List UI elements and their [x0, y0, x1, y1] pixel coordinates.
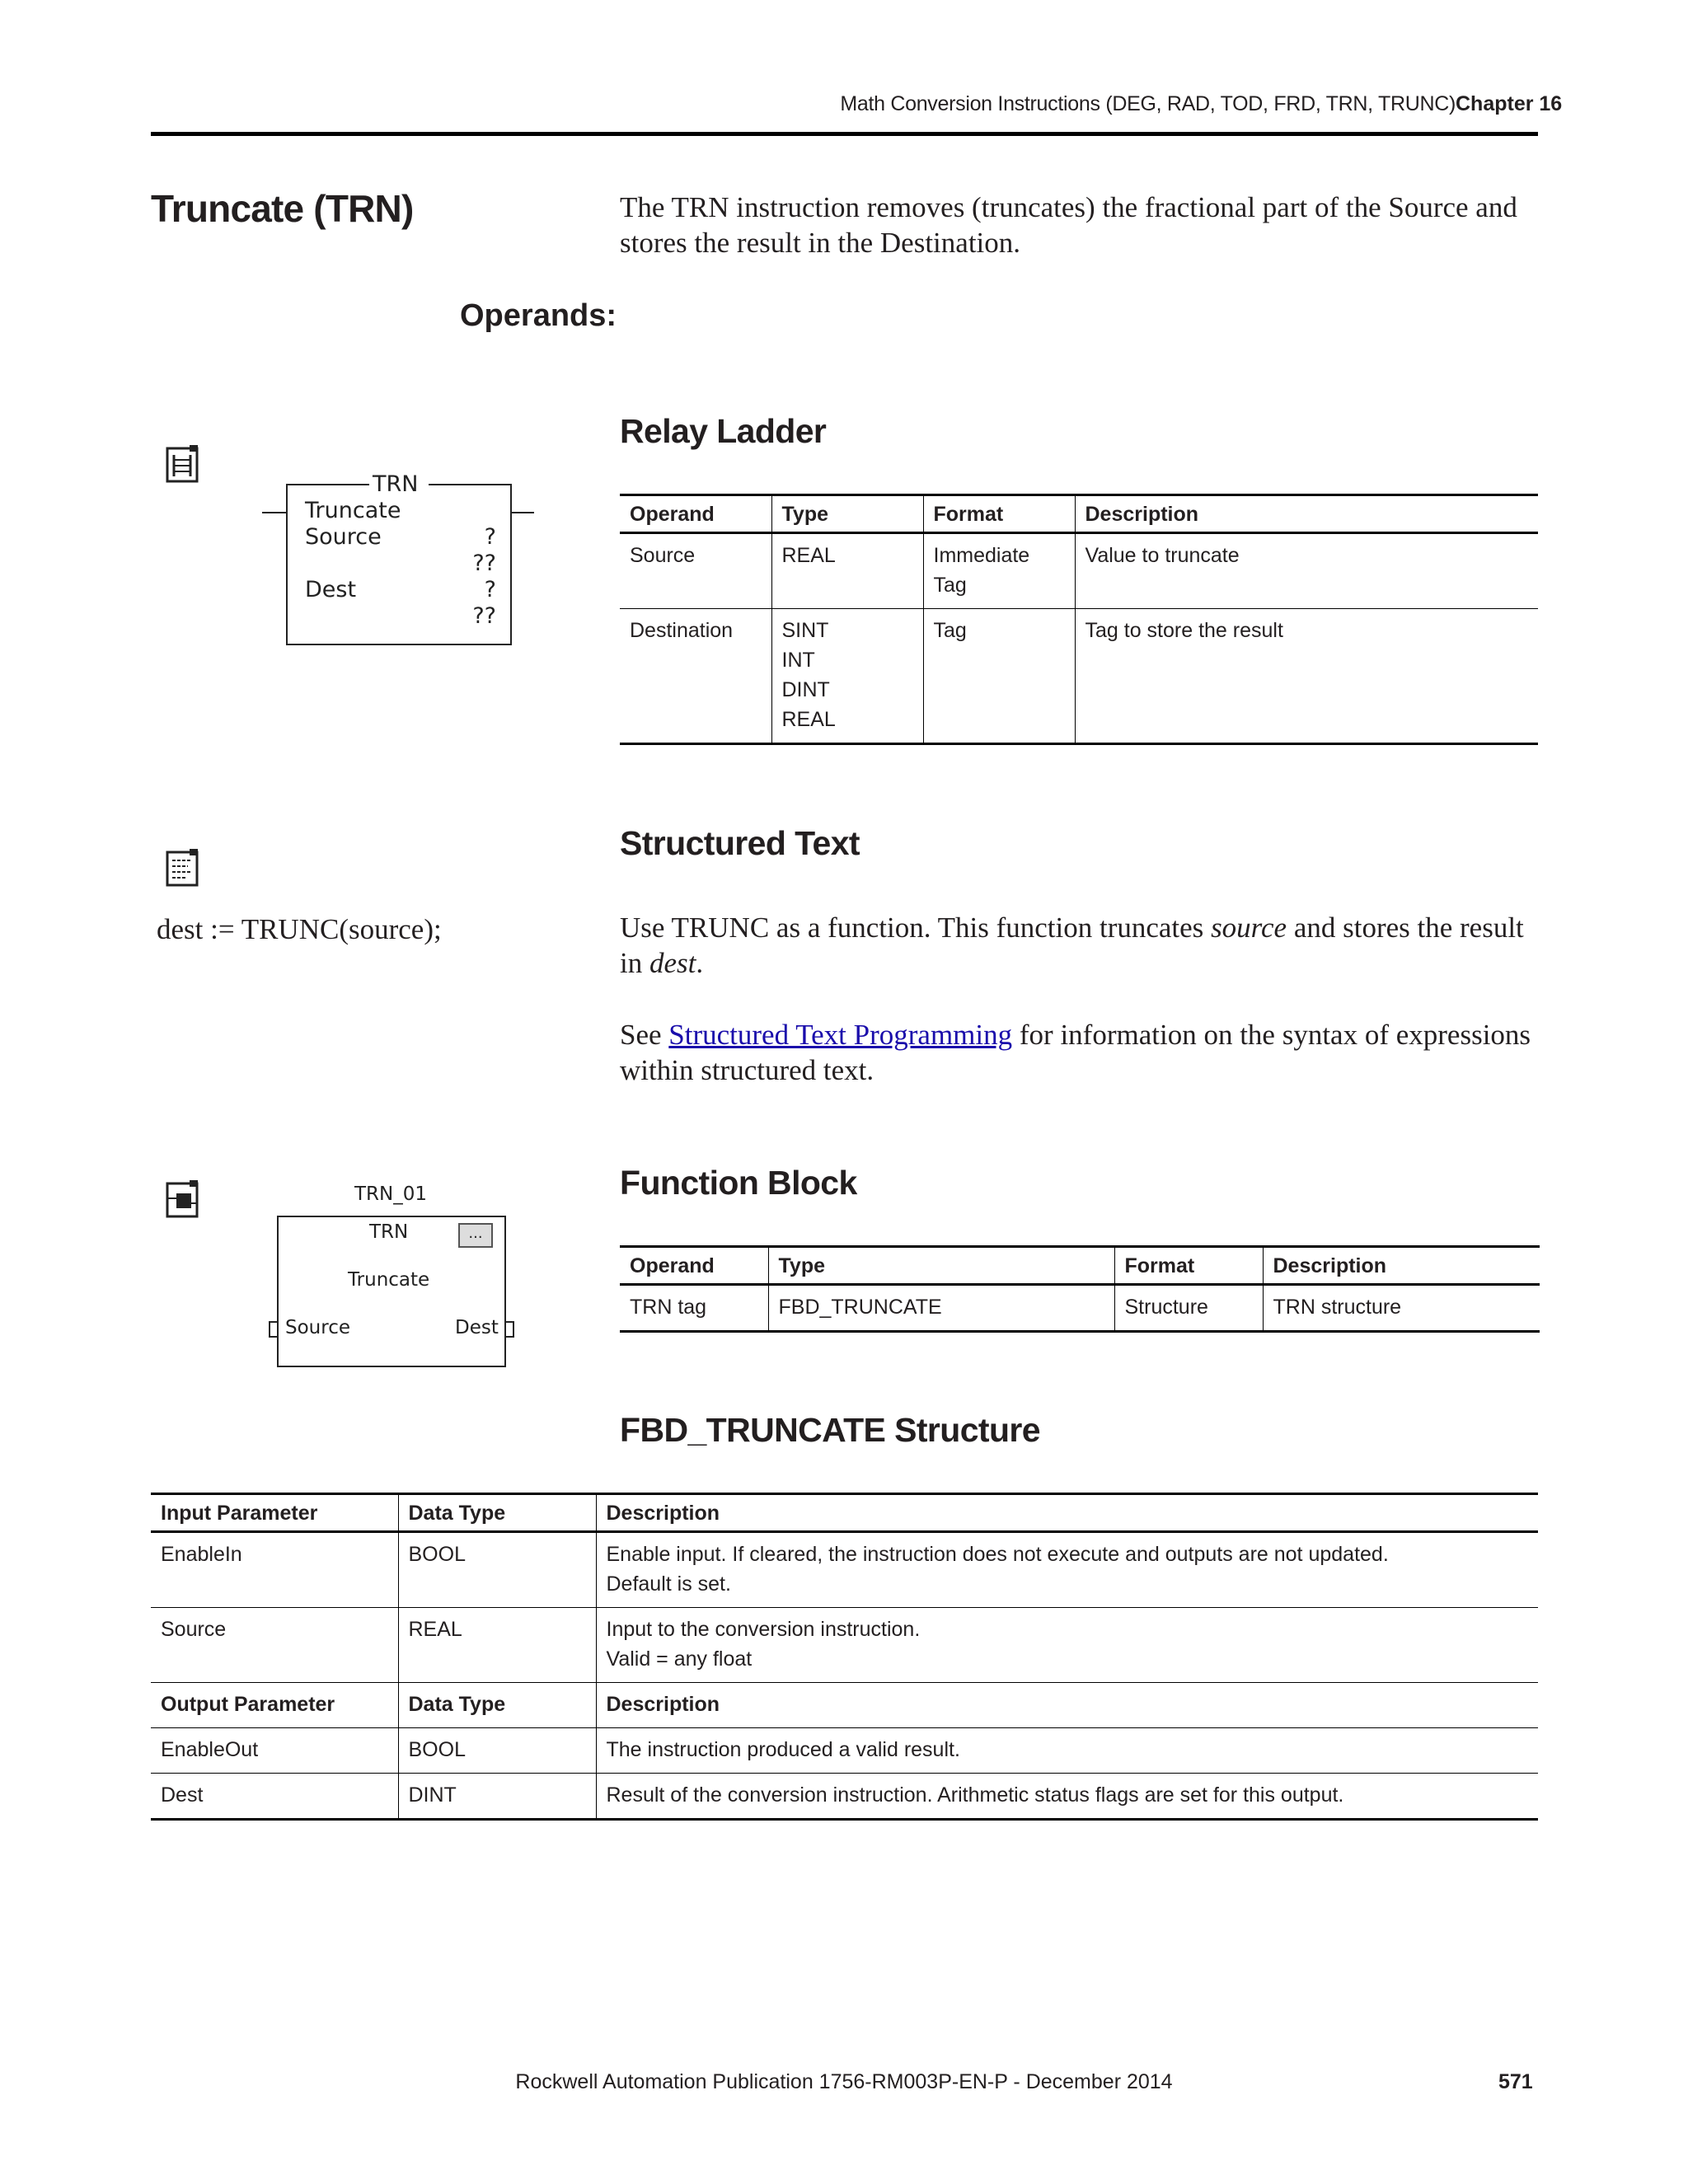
table-row — [151, 1774, 1538, 1820]
column-header: Data Type — [398, 1494, 596, 1532]
table-row — [620, 609, 1538, 744]
publication-footer: Rockwell Automation Publication 1756-RM003P-EN-P - December 2014 — [515, 2070, 1173, 2093]
operands-label: Operands: — [460, 298, 617, 333]
column-header: Description — [596, 1494, 1538, 1532]
ladder-block-name: TRN — [373, 471, 419, 497]
column-header: Description — [1075, 495, 1538, 533]
ladder-dest-label: Dest — [305, 577, 357, 602]
operand-cell: TRN tag — [620, 1285, 768, 1332]
ladder-source-value2: ?? — [472, 551, 496, 576]
column-header: Input Parameter — [151, 1494, 398, 1532]
data-type-cell: DINT — [398, 1774, 596, 1820]
parameter-cell: EnableOut — [151, 1728, 398, 1774]
type-value: REAL — [781, 544, 836, 567]
data-type-cell: REAL — [398, 1608, 596, 1683]
fb-tag-name: TRN_01 — [354, 1183, 428, 1205]
format-value: Tag — [933, 619, 967, 642]
parameter-cell: Dest — [151, 1774, 398, 1820]
ladder-trn-block — [262, 470, 534, 651]
table-row — [620, 1285, 1540, 1332]
page-title: Truncate (TRN) — [151, 187, 414, 230]
table-row — [151, 1532, 1538, 1608]
format-value: Immediate — [933, 544, 1030, 567]
column-header: Data Type — [398, 1683, 596, 1728]
description-cell: Input to the conversion instruction. Valid = any float — [596, 1608, 1538, 1683]
format-cell: Structure — [1114, 1285, 1263, 1332]
chapter-label: Chapter 16 — [1456, 92, 1563, 115]
column-header: Operand — [620, 495, 771, 533]
fb-config-button[interactable]: ... — [458, 1223, 493, 1248]
structure-heading: FBD_TRUNCATE Structure — [620, 1411, 1040, 1449]
type-cell — [771, 609, 923, 744]
type-value: SINT — [781, 619, 829, 642]
table-header-row — [620, 495, 1538, 533]
table-row — [620, 533, 1538, 609]
intro-paragraph: The TRN instruction removes (truncates) the fractional part of the Source and stores the result in the Destination. — [620, 191, 1517, 259]
data-type-cell: BOOL — [398, 1532, 596, 1608]
page-number: 571 — [1498, 2070, 1533, 2093]
function-block-icon — [165, 1180, 201, 1220]
structured-text-programming-link[interactable]: Structured Text Programming — [668, 1019, 1013, 1051]
type-value: DINT — [781, 678, 830, 701]
type-value: INT — [781, 649, 815, 672]
column-header: Format — [923, 495, 1075, 533]
header-rule — [151, 132, 1538, 136]
ladder-logic-icon — [165, 445, 201, 485]
structured-text-paragraph: Use TRUNC as a function. This function truncates source and stores the result in dest. — [620, 912, 1524, 979]
see-also-paragraph: See Structured Text Programming for information on the syntax of expressions within structured text. — [620, 1019, 1531, 1086]
ladder-dest-value: ? — [484, 577, 496, 602]
table-header-row — [151, 1494, 1538, 1532]
table-header-row — [620, 1247, 1540, 1285]
output-header-row — [151, 1683, 1538, 1728]
operand-cell: Destination — [620, 609, 771, 744]
column-header: Operand — [620, 1247, 768, 1285]
description-cell: Result of the conversion instruction. Arithmetic status flags are set for this output. — [596, 1774, 1538, 1820]
type-cell — [771, 533, 923, 609]
description-cell: TRN structure — [1263, 1285, 1540, 1332]
type-cell: FBD_TRUNCATE — [768, 1285, 1114, 1332]
description-cell: Value to truncate — [1075, 533, 1538, 609]
fb-block-subtitle: Truncate — [348, 1269, 430, 1291]
running-header: Math Conversion Instructions (DEG, RAD, TOD, FRD, TRN, TRUNC) — [840, 92, 1456, 115]
relay-ladder-table — [620, 494, 1538, 745]
column-header: Output Parameter — [151, 1683, 398, 1728]
ladder-source-value: ? — [484, 524, 496, 550]
table-row — [151, 1608, 1538, 1683]
format-cell — [923, 609, 1075, 744]
column-header: Type — [771, 495, 923, 533]
column-header: Description — [1263, 1247, 1540, 1285]
ladder-block-subtitle: Truncate — [305, 498, 401, 523]
structured-text-code: dest := TRUNC(source); — [157, 913, 442, 945]
description-cell: Tag to store the result — [1075, 609, 1538, 744]
structured-text-heading: Structured Text — [620, 824, 860, 862]
ladder-dest-value2: ?? — [472, 603, 496, 629]
data-type-cell: BOOL — [398, 1728, 596, 1774]
description-cell: Enable input. If cleared, the instruction does not execute and outputs are not updated. Default is set. — [596, 1532, 1538, 1608]
fb-dest-pin: Dest — [455, 1317, 499, 1338]
function-block-diagram — [264, 1180, 528, 1370]
column-header: Type — [768, 1247, 1114, 1285]
table-row — [151, 1728, 1538, 1774]
parameter-cell: EnableIn — [151, 1532, 398, 1608]
format-value: Tag — [933, 574, 967, 597]
function-block-heading: Function Block — [620, 1164, 857, 1202]
description-cell: The instruction produced a valid result. — [596, 1728, 1538, 1774]
structure-table — [151, 1493, 1538, 1821]
fb-block-name: TRN — [369, 1221, 409, 1243]
column-header: Format — [1114, 1247, 1263, 1285]
parameter-cell: Source — [151, 1608, 398, 1683]
structured-text-icon — [165, 849, 201, 888]
fb-source-pin: Source — [285, 1317, 350, 1338]
function-block-table — [620, 1245, 1540, 1333]
type-value: REAL — [781, 708, 836, 731]
source-term: source — [1211, 912, 1287, 944]
operand-cell: Source — [620, 533, 771, 609]
ladder-source-label: Source — [305, 524, 382, 550]
dest-term: dest — [649, 947, 696, 979]
format-cell — [923, 533, 1075, 609]
column-header: Description — [596, 1683, 1538, 1728]
relay-ladder-heading: Relay Ladder — [620, 412, 827, 450]
